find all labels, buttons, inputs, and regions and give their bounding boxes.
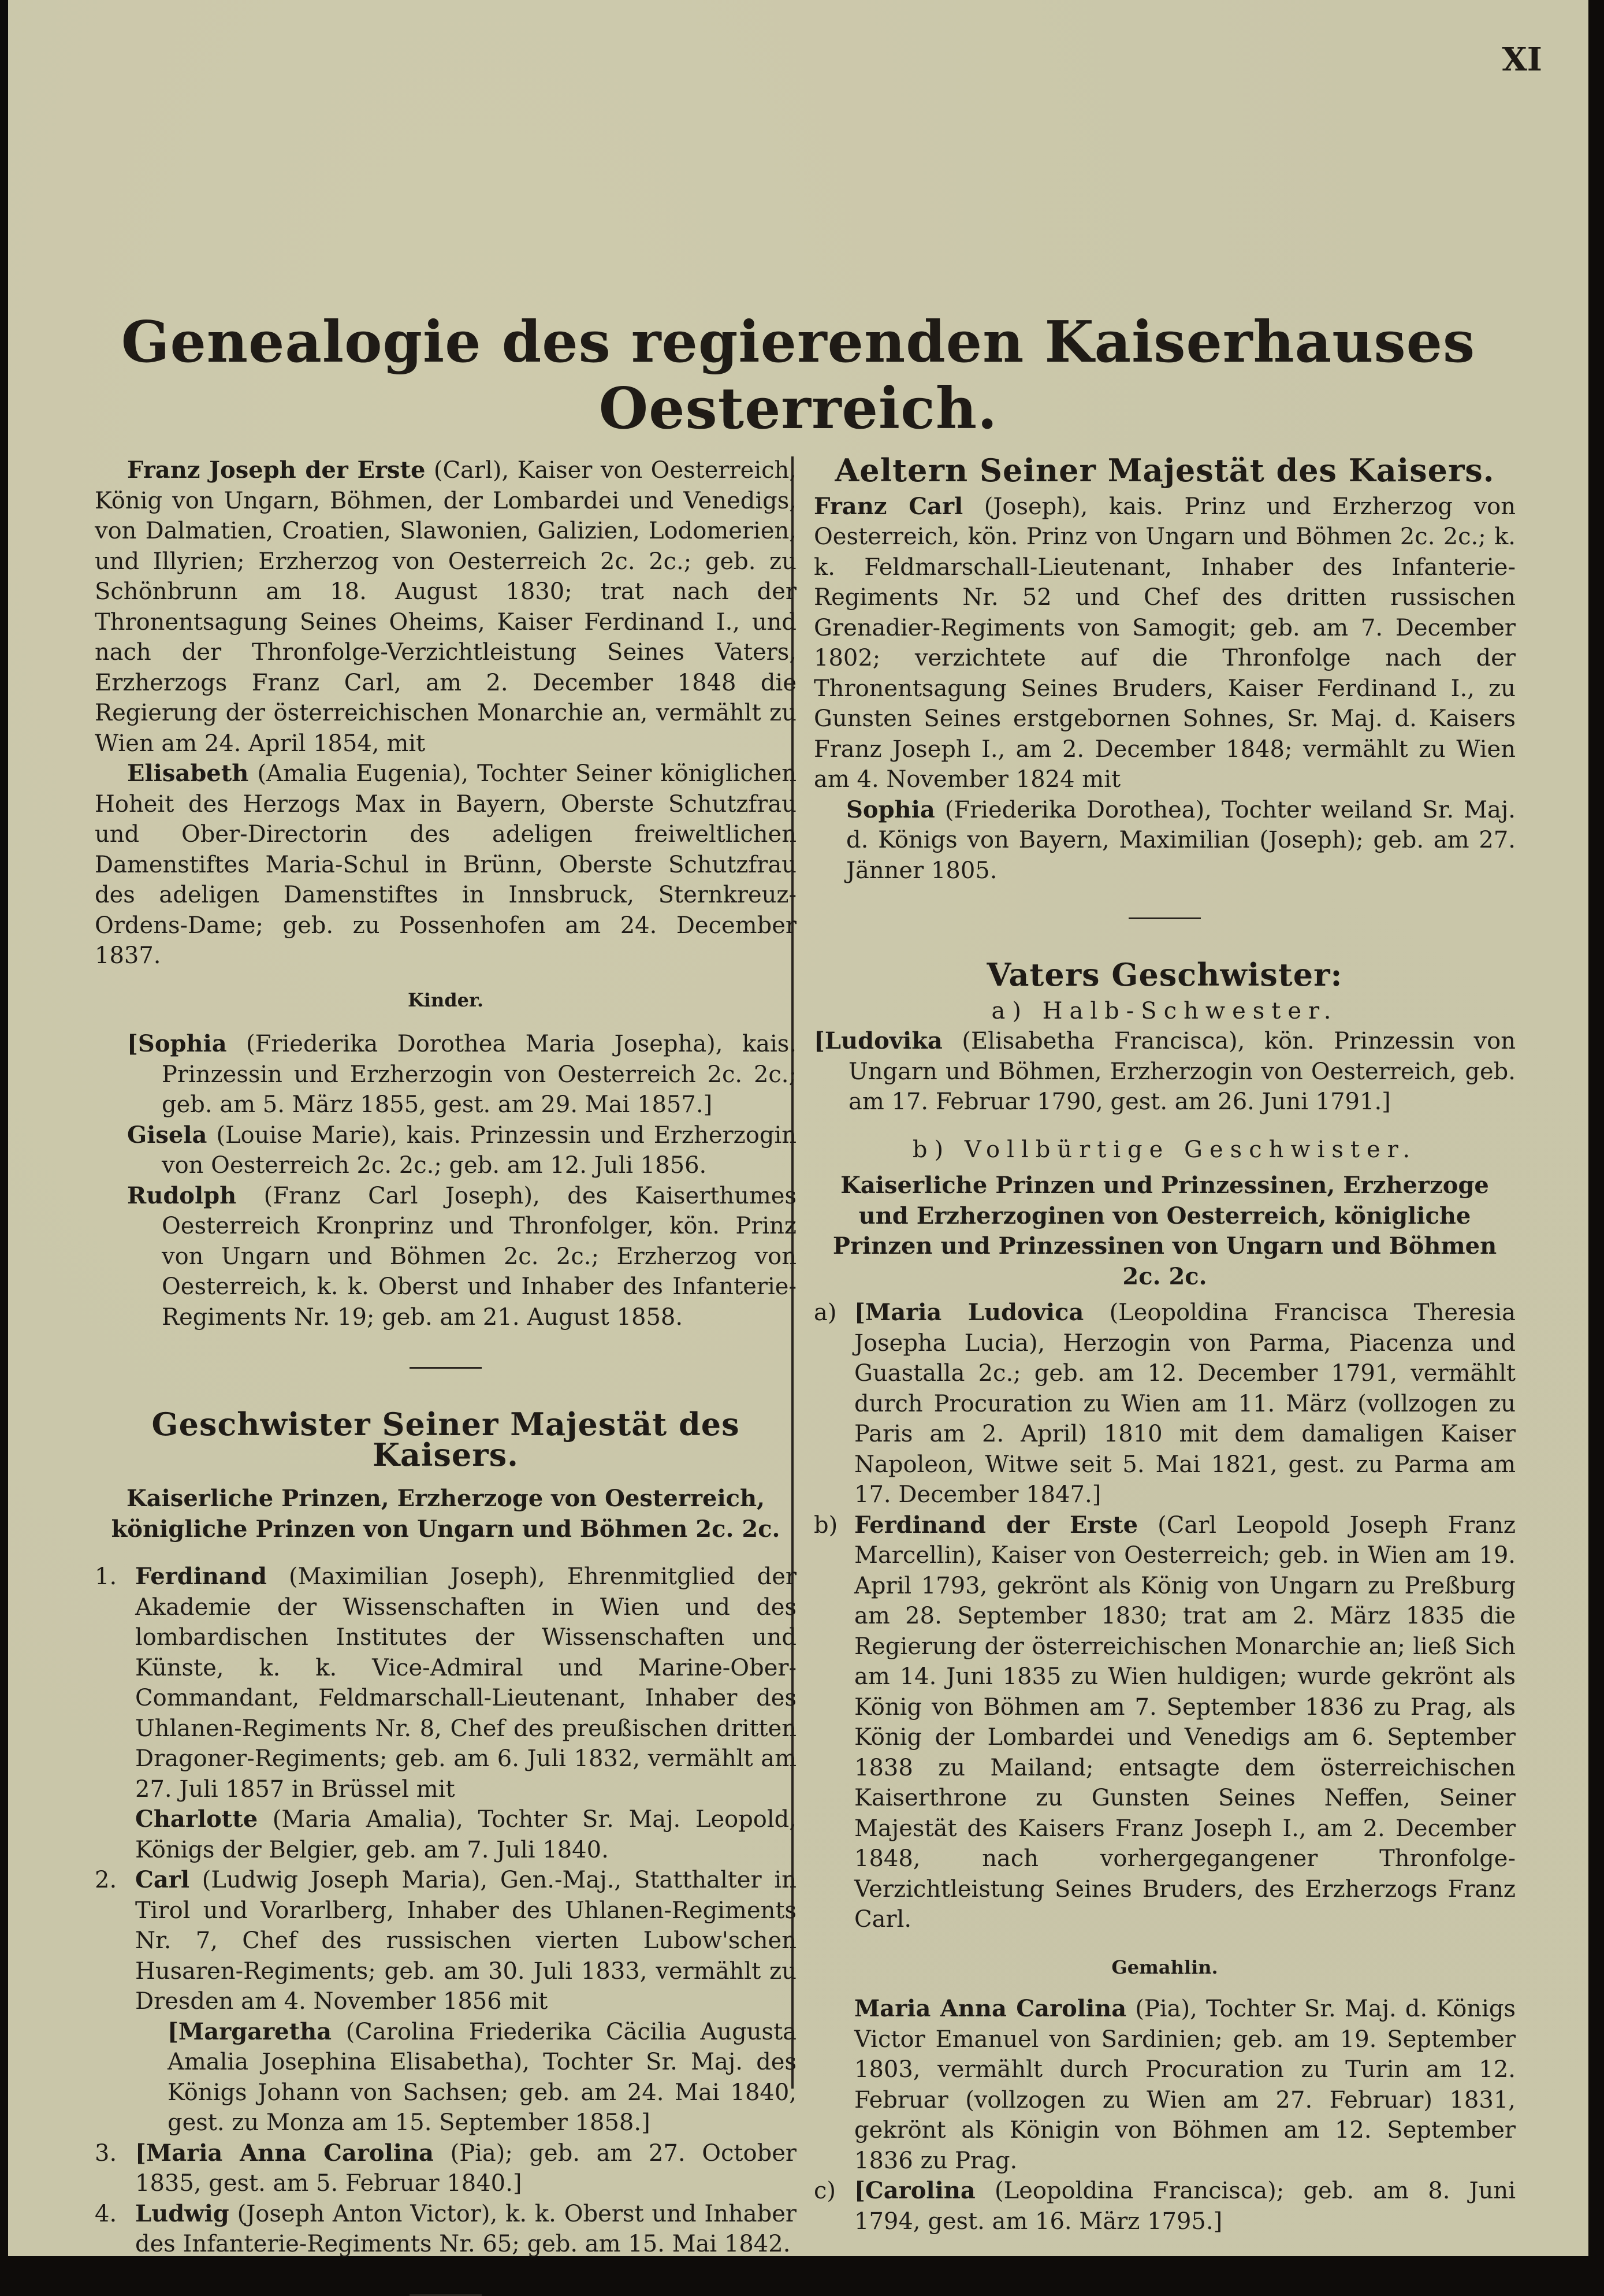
- children-heading: Kinder.: [407, 989, 484, 1011]
- consort-text: (Pia), Tochter Sr. Maj. d. Königs Victor Emanuel von Sardinien; geb. am 19. September 1803, vermählt durch Procuration zu Turin am 12. Februar (vollzogen zu Wien am 27. Februar) 1831, gekrönt als Königin von Böhmen am 12. September 1836 zu Prag.: [854, 1996, 1516, 2174]
- consort-heading: Gemahlin.: [1111, 1956, 1218, 1978]
- mother-text: (Friederika Dorothea), Tochter weiland Sr. Maj. d. Königs von Bayern, Maximilian (Joseph); geb. am 27. Jänner 1805.: [846, 796, 1516, 884]
- right-column: [814, 452, 1516, 2236]
- sibling-entry: [95, 1562, 797, 1865]
- mother-entry: [814, 795, 1516, 886]
- child-text: (Franz Carl Joseph), des Kaiserthumes Oesterreich Kronprinz und Thronfolger, kön. Prinz von Ungarn und Böhmen 2c. 2c.; Erzherzog von Oesterreich, k. k. Oberst und Inhaber des Infanterie-Regiments Nr. 19; geb. am 21. August 1858.: [162, 1182, 797, 1331]
- consort-name: Maria Anna Carolina: [854, 1995, 1127, 2022]
- child-entry: [127, 1181, 797, 1333]
- page-number: XI: [1502, 40, 1542, 79]
- child-entry: [127, 1029, 797, 1120]
- child-text: (Friederika Dorothea Maria Josepha), kais. Prinzessin und Erzherzogin von Oesterreich 2c. 2c.; geb. am 5. März 1855, gest. am 29. Mai 1857.]: [162, 1031, 797, 1118]
- half-sister-name: [Ludovika: [814, 1027, 943, 1054]
- child-name: [Sophia: [127, 1030, 227, 1057]
- sibling-number: 1.: [95, 1563, 117, 1590]
- father-entry: [814, 492, 1516, 795]
- empress-text: (Amalia Eugenia), Tochter Seiner königlichen Hoheit des Herzogs Max in Bayern, Oberste Schutzfrau und Ober-Directorin des adeligen freiweltlichen Damenstiftes Maria-Schul in Brünn, Oberste Schutzfrau des adeligen Damenstiftes in Innsbruck, Sternkreuz-Ordens-Dame; geb. zu Possenhofen am 24. December 1837.: [95, 760, 797, 969]
- sibling-name: Ferdinand der Erste: [854, 1511, 1138, 1539]
- half-sister-text: (Elisabetha Francisca), kön. Prinzessin von Ungarn und Böhmen, Erzherzogin von Oesterreich, geb. am 17. Februar 1790, gest. am 26. Juni 1791.]: [848, 1028, 1516, 1115]
- page-title: Genealogie des regierenden Kaiserhauses Oesterreich.: [121, 309, 1476, 442]
- emperor-name: Franz Joseph der Erste: [127, 456, 426, 484]
- sibling-text: (Carl Leopold Joseph Franz Marcellin), Kaiser von Oesterreich; geb. in Wien am 19. April 1793, gekrönt als König von Ungarn zu Preßburg am 28. September 1830; trat am 2. März 1835 die Regierung der österreichischen Monarchie an; ließ Sich am 14. Juni 1835 zu Wien huldigen; wurde gekrönt als König von Böhmen am 7. September 1836 zu Prag, als König der Lombardei und Venedigs am 6. September 1838 zu Mailand; entsagte dem österreichischen Kaiserthrone zu Gunsten Seines Neffen, Seiner Majestät des Kaisers Franz Joseph I., am 2. December 1848, nach vorhergegangener Thronfolge-Verzichtleistung Seines Bruders, des Erzherzogs Franz Carl.: [854, 1511, 1516, 1933]
- sibling-text: (Joseph Anton Victor), k. k. Oberst und Inhaber des Infanterie-Regiments Nr. 65; geb. am 15. Mai 1842.: [135, 2200, 797, 2257]
- siblings-heading: Geschwister Seiner Majestät des Kaisers.: [151, 1406, 740, 1473]
- child-name: Rudolph: [127, 1182, 237, 1209]
- father-name: Franz Carl: [814, 492, 963, 520]
- section-rule: [410, 2294, 482, 2296]
- sibling-number: 3.: [95, 2139, 117, 2167]
- empress-entry: [95, 759, 797, 971]
- consort-entry: [814, 1994, 1516, 2176]
- emperor-text: (Carl), Kaiser von Oesterreich, König von Ungarn, Böhmen, der Lombardei und Venedigs, von Dalmatien, Croatien, Slawonien, Galizien, Lodomerien, und Illyrien; Erzherzog von Oesterreich 2c. 2c.; geb. zu Schönbrunn am 18. August 1830; trat nach der Thronentsagung Seines Oheims, Kaiser Ferdinand I., und nach der Thronfolge-Verzichtleistung Seines Vaters, Erzherzogs Franz Carl, am 2. December 1848 die Regierung der österreichischen Monarchie an, vermählt zu Wien am 24. April 1854, mit: [95, 457, 797, 757]
- sibling-text: (Leopoldina Francisca Theresia Josepha Lucia), Herzogin von Parma, Piacenza und Guastalla 2c.; geb. am 12. December 1791, vermählt durch Procuration zu Wien am 11. März (vollzogen zu Paris am 2. April) 1810 mit dem damaligen Kaiser Napoleon, Witwe seit 5. Mai 1821, gest. zu Parma am 17. December 1847.]: [854, 1299, 1516, 1508]
- sibling-number: 2.: [95, 1867, 117, 1893]
- spouse-name: [Margaretha: [168, 2018, 332, 2045]
- parents-heading: Aeltern Seiner Majestät des Kaisers.: [835, 452, 1495, 489]
- sibling-name: [Carolina: [854, 2177, 976, 2204]
- sibling-name: Ludwig: [135, 2200, 229, 2227]
- sibling-letter: a): [814, 1299, 837, 1326]
- mother-name: Sophia: [846, 796, 935, 823]
- spouse-text: (Maria Amalia), Tochter Sr. Maj. Leopold, Königs der Belgier, geb. am 7. Juli 1840.: [135, 1806, 797, 1863]
- sibling-entry: [95, 2138, 797, 2199]
- child-text: (Louise Marie), kais. Prinzessin und Erzherzogin von Oesterreich 2c. 2c.; geb. am 12. Juli 1856.: [162, 1121, 797, 1179]
- document-page: [8, 0, 1588, 2256]
- sibling-letter: b): [814, 1511, 838, 1539]
- sibling-text: (Ludwig Joseph Maria), Gen.-Maj., Statthalter in Tirol und Vorarlberg, Inhaber des Uhlanen-Regiments Nr. 7, Chef des russischen vierten Lubow'schen Husaren-Regiments; geb. am 30. Juli 1833, vermählt zu Dresden am 4. November 1856 mit: [135, 1867, 797, 2015]
- child-entry: [127, 1120, 797, 1181]
- spouse-name: Charlotte: [135, 1805, 258, 1833]
- sibling-name: Carl: [135, 1866, 190, 1893]
- full-sibling-entry: [814, 1298, 1516, 1510]
- children-list: [95, 1029, 797, 1332]
- spouse-text: (Carolina Friederika Cäcilia Augusta Amalia Josephina Elisabetha), Tochter Sr. Maj. des Königs Johann von Sachsen; geb. am 24. Mai 1840, gest. zu Monza am 15. September 1858.]: [168, 2018, 797, 2136]
- fathers-siblings-heading: Vaters Geschwister:: [987, 956, 1343, 993]
- sibling-entry: [95, 1865, 797, 2138]
- sibling-text: (Leopoldina Francisca); geb. am 8. Juni 1794, gest. am 16. März 1795.]: [854, 2178, 1516, 2235]
- sibling-name: Ferdinand: [135, 1563, 267, 1590]
- siblings-subheading: Kaiserliche Prinzen, Erzherzoge von Oesterreich, königliche Prinzen von Ungarn und Böhmen 2c. 2c.: [111, 1485, 780, 1543]
- half-sister-entry: [814, 1026, 1516, 1117]
- full-sibling-entry: [814, 1510, 1516, 1935]
- sibling-number: 4.: [95, 2200, 117, 2227]
- full-siblings-label: b) Vollbürtige Geschwister.: [912, 1136, 1417, 1163]
- sibling-letter: c): [814, 2178, 836, 2204]
- child-name: Gisela: [127, 1121, 207, 1149]
- father-text: (Joseph), kais. Prinz und Erzherzog von Oesterreich, kön. Prinz von Ungarn und Böhmen 2c. 2c.; k. k. Feldmarschall-Lieutenant, Inhaber des Infanterie-Regiments Nr. 52 und Chef des dritten russischen Grenadier-Regiments von Samogit; geb. am 7. December 1802; verzichtete auf die Thronfolge nach der Thronentsagung Seines Bruders, Kaiser Ferdinand I., zu Gunsten Seines erstgebornen Sohnes, Sr. Maj. d. Kaisers Franz Joseph I., am 2. December 1848; vermählt zu Wien am 4. November 1824 mit: [814, 493, 1516, 793]
- sibling-text: (Pia); geb. am 27. October 1835, gest. am 5. Februar 1840.]: [135, 2139, 797, 2197]
- full-sibling-entry: [814, 2176, 1516, 2236]
- left-column: [95, 455, 797, 2296]
- sibling-entry: [95, 2199, 797, 2260]
- sibling-name: [Maria Ludovica: [854, 1299, 1084, 1326]
- half-sister-label: a) Halb-Schwester.: [991, 997, 1338, 1024]
- sibling-text: (Maximilian Joseph), Ehrenmitglied der Akademie der Wissenschaften in Wien und des lombardischen Institutes der Wissenschaften und Künste, k. k. Vice-Admiral und Marine-Ober-Commandant, Feldmarschall-Lieutenant, Inhaber des Uhlanen-Regiments Nr. 8, Chef des preußischen dritten Dragoner-Regiments; geb. am 6. Juli 1832, vermählt am 27. Juli 1857 in Brüssel mit: [135, 1563, 797, 1803]
- full-siblings-subheading: Kaiserliche Prinzen und Prinzessinen, Erzherzoge und Erzherzoginen von Oesterreich, königliche Prinzen und Prinzessinen von Ungarn und Böhmen 2c. 2c.: [832, 1172, 1497, 1290]
- emperor-entry: [95, 455, 797, 759]
- sibling-name: [Maria Anna Carolina: [135, 2139, 434, 2167]
- empress-name: Elisabeth: [127, 760, 249, 787]
